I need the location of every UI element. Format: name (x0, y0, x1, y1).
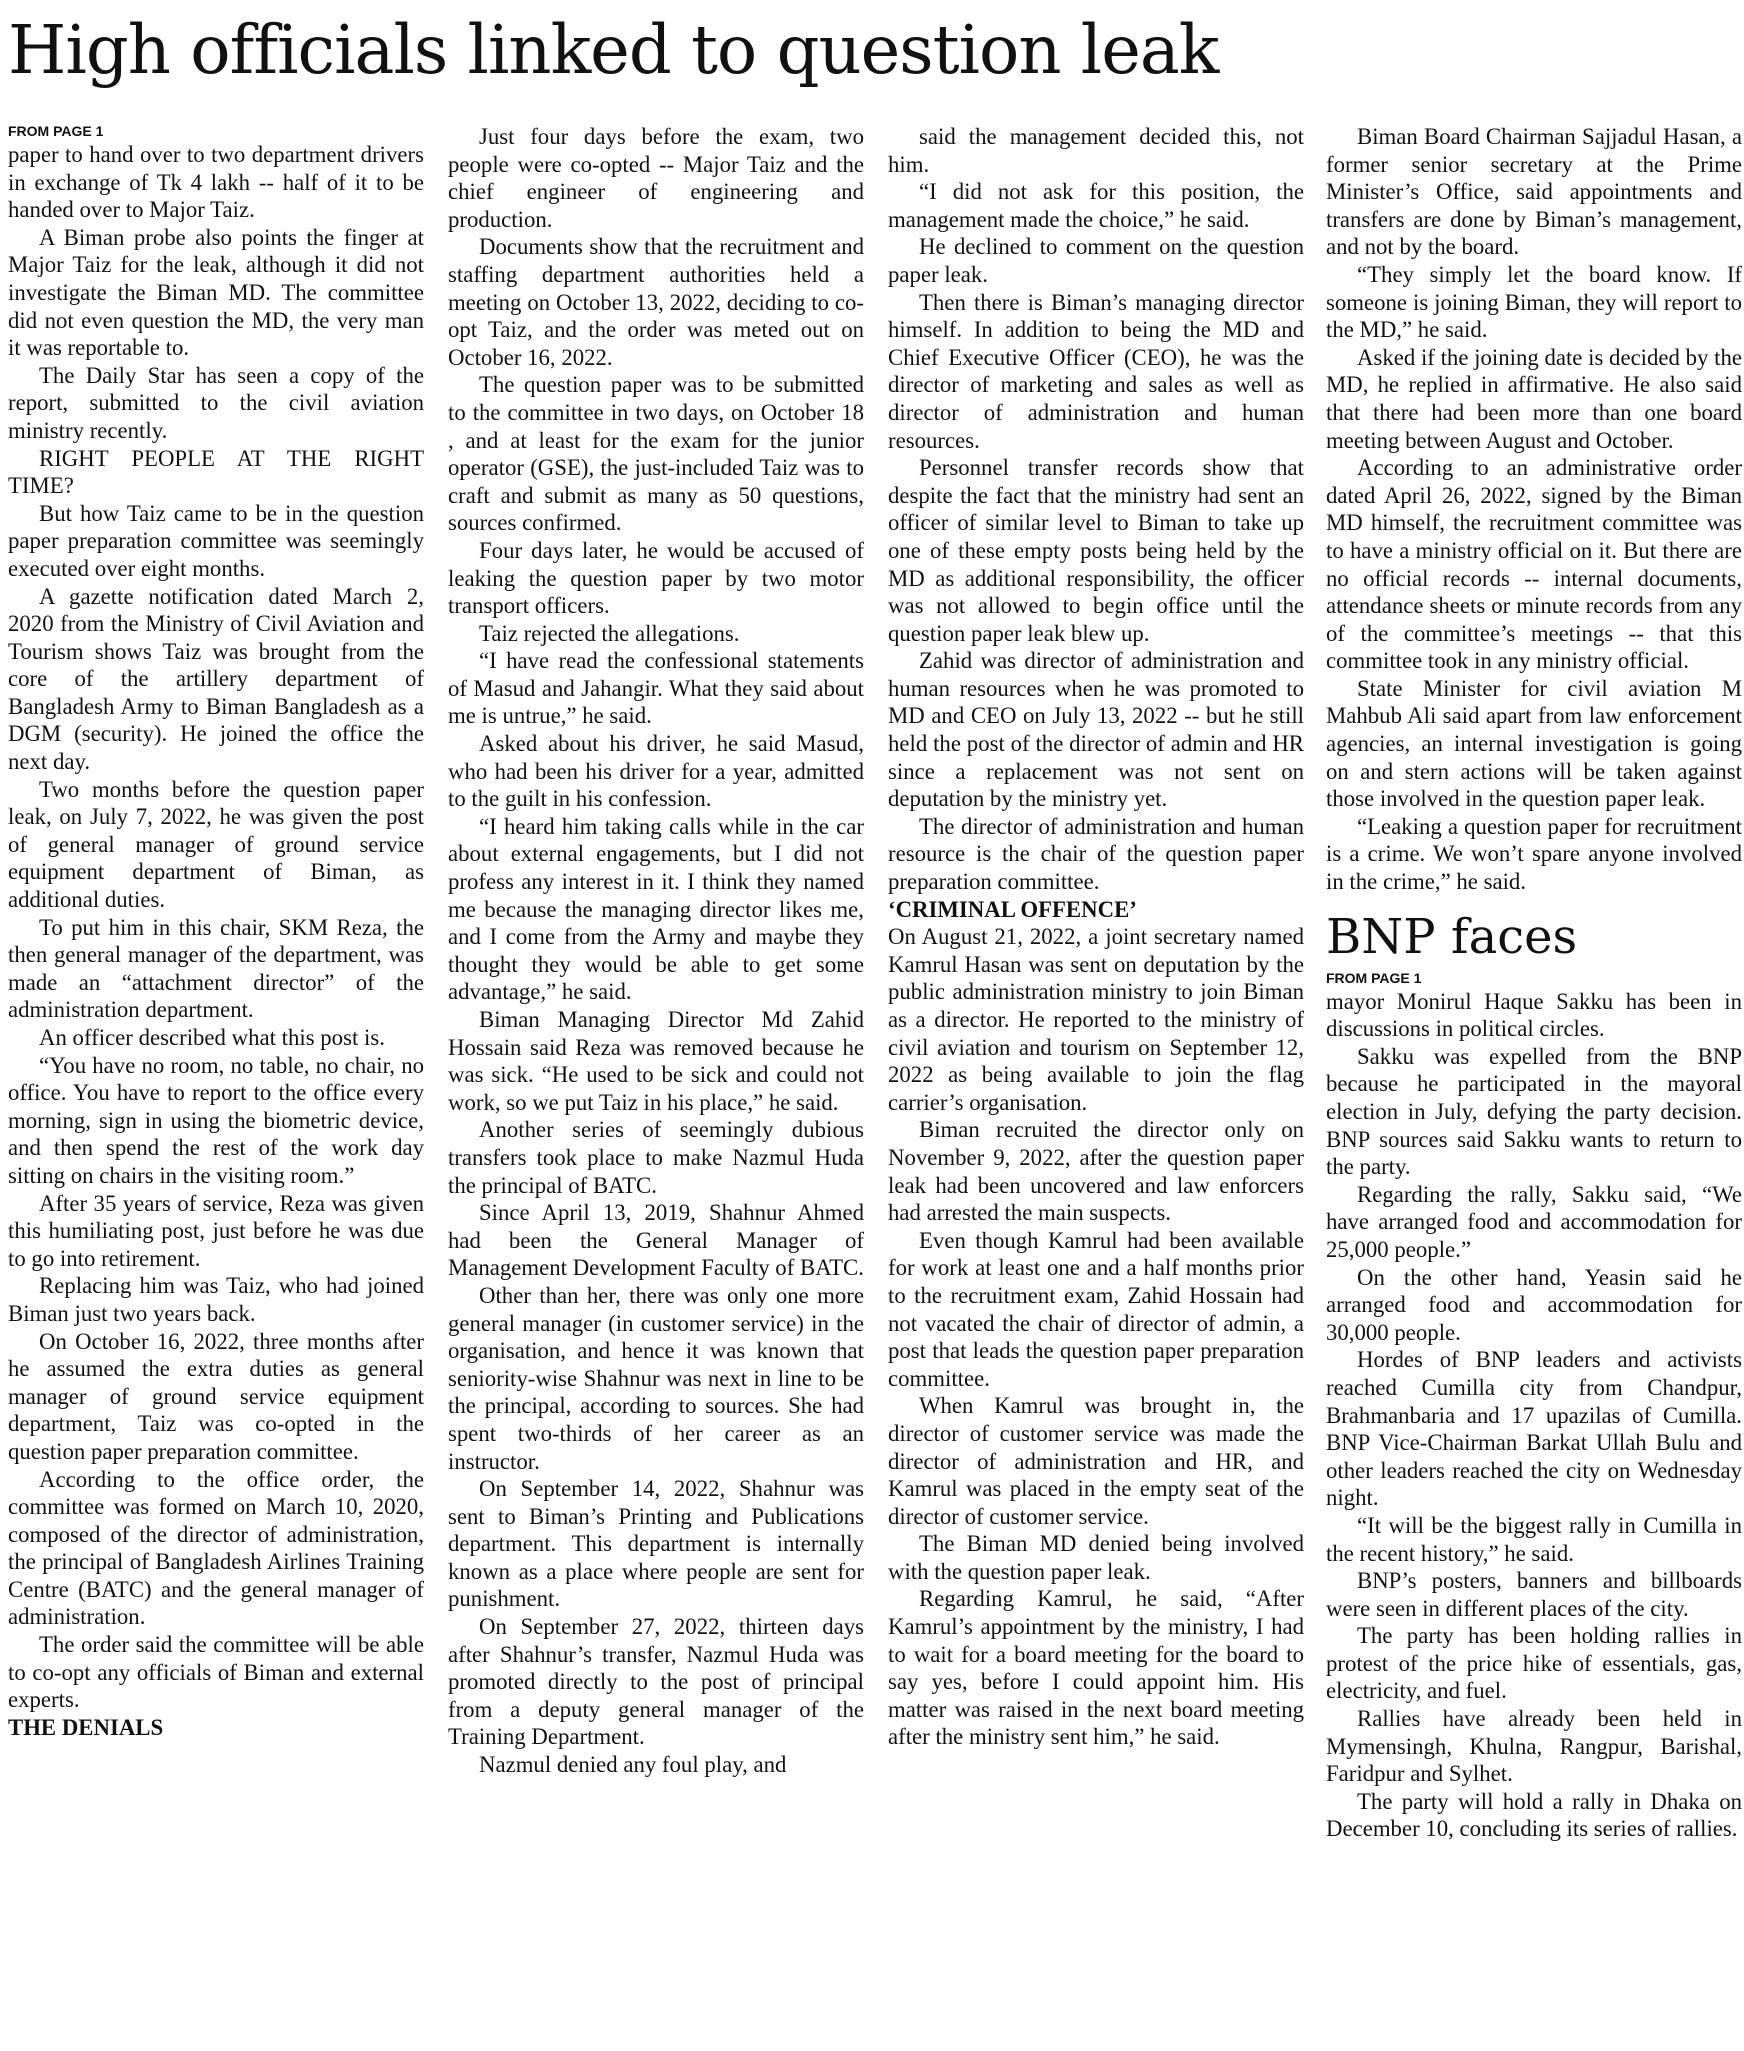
column-1-body (8, 141, 424, 1714)
paragraph: “You have no room, no table, no chair, no office. You have to report to the office every morning, sign in using the biometric device, and then spend the rest of the work day sitting on chairs in the visiting room.” (8, 1052, 424, 1188)
paragraph: The Daily Star has seen a copy of the report, submitted to the civil aviation ministry recently. (8, 362, 424, 443)
paragraph: On September 27, 2022, thirteen days after Shahnur’s transfer, Nazmul Huda was promoted directly to the post of principal from a deputy general manager of the Training Department. (448, 1614, 864, 1750)
column-2 (448, 123, 864, 1779)
paragraph: Taiz rejected the allegations. (479, 620, 740, 646)
paragraph: Biman Managing Director Md Zahid Hossain said Reza was removed because he was sick. “He used to be sick and could not work, so we put Taiz in his place,” he said. (448, 1007, 864, 1115)
paragraph: A Biman probe also points the finger at Major Taiz for the leak, although it did not investigate the Biman MD. The committee did not even question the MD, the very man it was reportable to. (8, 224, 424, 361)
paragraph: said the management decided this, not him. (888, 124, 1304, 177)
column-4-body (1326, 123, 1742, 896)
second-article-kicker: FROM PAGE 1 (1326, 969, 1422, 986)
paragraph: On the other hand, Yeasin said he arranged food and accommodation for 30,000 people. (1326, 1264, 1742, 1345)
paragraph: Other than her, there was only one more general manager (in customer service) in the organisation, and hence it was known that seniority-wise Shahnur was next in line to be the principal, according to sources. She had spent two-thirds of her career as an instructor. (448, 1282, 864, 1474)
paragraph: BNP’s posters, banners and billboards were seen in different places of the city. (1326, 1568, 1742, 1621)
paragraph: mayor Monirul Haque Sakku has been in discussions in political circles. (1326, 988, 1742, 1042)
second-article-headline: BNP faces (1326, 908, 1578, 965)
paragraph: “I heard him taking calls while in the car about external engagements, but I did not profess any interest in it. I think they named me because the managing director likes me, and I come from the Army and maybe they thought they would be able to get some advantage,” he said. (448, 813, 864, 1005)
paragraph: Documents show that the recruitment and staffing department authorities held a meeting on October 13, 2022, deciding to co-opt Taiz, and the order was meted out on October 16, 2022. (448, 234, 864, 370)
paragraph: Asked about his driver, he said Masud, who had been his driver for a year, admitted to the guilt in his confession. (448, 731, 864, 812)
paragraph: On August 21, 2022, a joint secretary named Kamrul Hasan was sent on deputation by the public administration ministry to join Biman as a director. He reported to the ministry of civil aviation and tourism on September 12, 2022 as being available to join the flag carrier’s organisation. (888, 924, 1304, 1115)
subhead-criminal-offence: ‘CRIMINAL OFFENCE’ (888, 896, 1137, 922)
paragraph: Hordes of BNP leaders and activists reached Cumilla city from Chandpur, Brahmanbaria and 17 upazilas of Cumilla. BNP Vice-Chairman Barkat Ullah Bulu and other leaders reached the city on Wednesday night. (1326, 1347, 1742, 1511)
paragraph: The question paper was to be submitted to the committee in two days, on October 18 , and at least for the exam for the junior operator (GSE), the just-included Taiz was to craft and submit as many as 50 questions, sources confirmed. (448, 372, 864, 536)
paragraph: Another series of seemingly dubious transfers took place to make Nazmul Huda the principal of BATC. (448, 1117, 864, 1198)
subhead-the-denials: THE DENIALS (8, 1714, 164, 1740)
paragraph: He declined to comment on the question paper leak. (888, 234, 1304, 287)
paragraph: Asked if the joining date is decided by the MD, he replied in affirmative. He also said that there had been more than one board meeting between August and October. (1326, 344, 1742, 453)
paragraph: Sakku was expelled from the BNP because he participated in the mayoral election in July, defying the party decision. BNP sources said Sakku wants to return to the party. (1326, 1043, 1742, 1180)
article-headline: High officials linked to question leak (8, 11, 1219, 89)
paragraph: State Minister for civil aviation M Mahbub Ali said apart from law enforcement agencies, an internal investigation is going on and stern actions will be taken against those involved in the question paper leak. (1326, 675, 1742, 812)
paragraph: On October 16, 2022, three months after he assumed the extra duties as general manager of ground service equipment department, Taiz was co-opted in the question paper preparation committee. (8, 1328, 424, 1464)
column-3-body-bottom (888, 923, 1304, 1751)
paragraph: Since April 13, 2019, Shahnur Ahmed had been the General Manager of Management Development Faculty of BATC. (448, 1200, 864, 1281)
paragraph: RIGHT PEOPLE AT THE RIGHT TIME? (8, 445, 424, 499)
paragraph: Replacing him was Taiz, who had joined Biman just two years back. (8, 1273, 424, 1326)
paragraph: Just four days before the exam, two people were co-opted -- Major Taiz and the chief engineer of engineering and production. (448, 124, 864, 232)
paragraph: But how Taiz came to be in the question paper preparation committee was seemingly executed over eight months. (8, 500, 424, 581)
paragraph: “Leaking a question paper for recruitment is a crime. We won’t spare anyone involved in the crime,” he said. (1326, 813, 1742, 895)
paragraph: The Biman MD denied being involved with the question paper leak. (888, 1531, 1304, 1584)
paragraph: Biman recruited the director only on November 9, 2022, after the question paper leak had been uncovered and law enforcers had arrested the main suspects. (888, 1117, 1304, 1226)
paragraph: A gazette notification dated March 2, 2020 from the Ministry of Civil Aviation and Tourism shows Taiz was brought from the core of the artillery department of Bangladesh Army to Biman Bangladesh as a DGM (security). He joined the office the next day. (8, 583, 424, 775)
paragraph: The party will hold a rally in Dhaka on December 10, concluding its series of rallies. (1326, 1788, 1742, 1842)
paragraph: Regarding Kamrul, he said, “After Kamrul’s appointment by the ministry, I had to wait for a board meeting for the board to say yes, before I could appoint him. His matter was raised in the next board meeting after the ministry sent him,” he said. (888, 1586, 1304, 1750)
paragraph: After 35 years of service, Reza was given this humiliating post, just before he was due to go into retirement. (8, 1190, 424, 1271)
second-article-body (1326, 988, 1742, 1843)
paragraph: According to the office order, the committee was formed on March 10, 2020, composed of the director of administration, the principal of Bangladesh Airlines Training Centre (BATC) and the general manager of administration. (8, 1466, 424, 1630)
paragraph: Four days later, he would be accused of leaking the question paper by two motor transport officers. (448, 537, 864, 619)
paragraph: On September 14, 2022, Shahnur was sent to Biman’s Printing and Publications department. This department is internally known as a place where people are sent for punishment. (448, 1476, 864, 1612)
column-1 (8, 123, 424, 1741)
paragraph: To put him in this chair, SKM Reza, the then general manager of the department, was made an “attachment director” of the administration department. (8, 914, 424, 1023)
paragraph: Then there is Biman’s managing director himself. In addition to being the MD and Chief Executive Officer (CEO), he was the director of marketing and sales as well as director of administration and human resources. (888, 289, 1304, 453)
paragraph: An officer described what this post is. (39, 1025, 385, 1050)
column-3 (888, 123, 1304, 1751)
paragraph: Two months before the question paper leak, on July 7, 2022, he was given the post of general manager of ground service equipment department of Biman, as additional duties. (8, 776, 424, 913)
paragraph: The party has been holding rallies in protest of the price hike of essentials, gas, electricity, and fuel. (1326, 1623, 1742, 1704)
paragraph: “It will be the biggest rally in Cumilla in the recent history,” he said. (1326, 1512, 1742, 1566)
column-2-body (448, 123, 864, 1779)
paragraph: Nazmul denied any foul play, and (479, 1752, 787, 1778)
paragraph: “I did not ask for this position, the management made the choice,” he said. (888, 179, 1304, 232)
paragraph: Zahid was director of administration and human resources when he was promoted to MD and CEO on July 13, 2022 -- but he still held the post of the director of admin and HR since a replacement was not sent on deputation by the ministry yet. (888, 648, 1304, 812)
paragraph: Rallies have already been held in Mymensingh, Khulna, Rangpur, Barishal, Faridpur and Sylhet. (1326, 1706, 1742, 1787)
paragraph: According to an administrative order dated April 26, 2022, signed by the Biman MD himself, the recruitment committee was to have a ministry official on it. But there are no official records -- internal documents, attendance sheets or minute records from any of the committee’s meetings -- that this committee took in any ministry official. (1326, 455, 1742, 674)
column-4 (1326, 123, 1742, 1843)
paragraph: Personnel transfer records show that despite the fact that the ministry had sent an officer of similar level to Biman to take up one of these empty posts being held by the MD as additional responsibility, the officer was not allowed to begin office until the question paper leak blew up. (888, 455, 1304, 646)
paragraph: “I have read the confessional statements of Masud and Jahangir. What they said about me is untrue,” he said. (448, 648, 864, 729)
paragraph: “They simply let the board know. If someone is joining Biman, they will report to the MD,” he said. (1326, 261, 1742, 343)
paragraph: Biman Board Chairman Sajjadul Hasan, a former senior secretary at the Prime Minister’s Office, said appointments and transfers are done by Biman’s management, and not by the board. (1326, 124, 1742, 260)
column-3-body-top (888, 123, 1304, 896)
from-page-kicker: FROM PAGE 1 (8, 123, 104, 139)
paragraph: Regarding the rally, Sakku said, “We have arranged food and accommodation for 25,000 people.” (1326, 1181, 1742, 1262)
paragraph: paper to hand over to two department drivers in exchange of Tk 4 lakh -- half of it to be handed over to Major Taiz. (8, 142, 424, 223)
paragraph: Even though Kamrul had been available for work at least one and a half months prior to the recruitment exam, Zahid Hossain had not vacated the chair of director of admin, a post that leads the question paper preparation committee. (888, 1227, 1304, 1391)
paragraph: The order said the committee will be able to co-opt any officials of Biman and external experts. (8, 1632, 424, 1713)
paragraph: When Kamrul was brought in, the director of customer service was made the director of administration and HR, and Kamrul was placed in the empty seat of the director of customer service. (888, 1393, 1304, 1529)
paragraph: The director of administration and human resource is the chair of the question paper preparation committee. (888, 813, 1304, 895)
